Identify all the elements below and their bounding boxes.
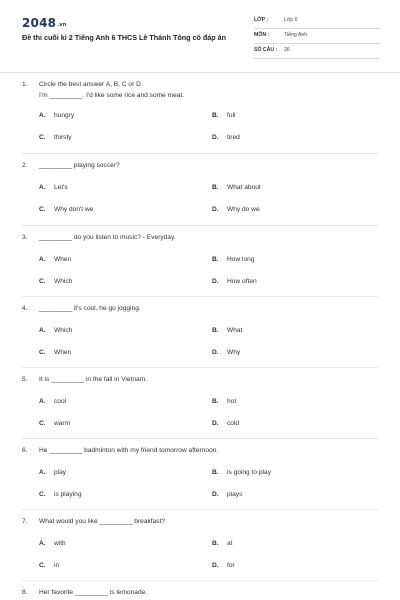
option-text: tired <box>227 134 240 141</box>
question-number: 5. <box>22 376 28 383</box>
answer-option[interactable] <box>212 491 242 498</box>
option-text: When <box>54 256 72 263</box>
option-text: What <box>227 327 243 334</box>
answer-option[interactable] <box>212 398 236 405</box>
option-text: Which <box>54 327 73 334</box>
answer-option[interactable] <box>39 278 72 285</box>
answer-option[interactable] <box>212 562 235 569</box>
option-text: full <box>227 112 236 119</box>
question-divider <box>22 367 378 368</box>
option-text: thirsty <box>54 134 72 141</box>
option-letter: A. <box>39 540 46 547</box>
answer-option[interactable] <box>39 184 68 191</box>
option-letter: D. <box>212 562 219 569</box>
answer-option[interactable] <box>212 469 271 476</box>
question-number: 3. <box>22 234 28 241</box>
answer-option[interactable] <box>39 112 74 119</box>
option-text: for <box>227 562 235 569</box>
option-letter: C. <box>39 134 46 141</box>
meta-key: SỐ CÂU : <box>254 47 278 53</box>
meta-value: Tiếng Anh <box>284 32 308 38</box>
header-divider <box>0 72 400 73</box>
question-text: _________ it's cool, he go jogging. <box>39 305 141 312</box>
option-text: hungry <box>54 112 75 119</box>
answer-option[interactable] <box>39 491 82 498</box>
option-letter: D. <box>212 420 219 427</box>
option-text: at <box>227 540 233 547</box>
meta-key: MÔN : <box>254 32 270 38</box>
question-divider <box>22 580 378 581</box>
question-number: 2. <box>22 162 28 169</box>
option-letter: D. <box>212 206 219 213</box>
answer-option[interactable] <box>39 349 71 356</box>
option-text: Why don't we <box>54 206 94 213</box>
option-text: warm <box>54 420 71 427</box>
question-divider <box>22 509 378 510</box>
option-letter: A. <box>39 256 46 263</box>
meta-value: Lớp 6 <box>284 17 298 23</box>
option-text: Why do we <box>227 206 260 213</box>
option-letter: D. <box>212 134 219 141</box>
question-divider <box>22 153 378 154</box>
answer-option[interactable] <box>212 349 240 356</box>
answer-option[interactable] <box>39 469 66 476</box>
option-text: cool <box>54 398 67 405</box>
option-letter: A. <box>39 469 46 476</box>
option-text: cold <box>227 420 240 427</box>
option-text: What about <box>227 184 261 191</box>
option-text: Why <box>227 349 241 356</box>
question-number: 7. <box>22 518 28 525</box>
option-text: hot <box>227 398 237 405</box>
option-letter: D. <box>212 349 219 356</box>
answer-option[interactable] <box>39 420 70 427</box>
option-letter: A. <box>39 184 46 191</box>
answer-option[interactable] <box>212 420 239 427</box>
answer-option[interactable] <box>212 184 261 191</box>
option-text: play <box>54 469 67 476</box>
question-text: _________ do you listen to music? - Everyday. <box>39 234 176 241</box>
question-divider <box>22 225 378 226</box>
option-text: Which <box>54 278 73 285</box>
question-number: 6. <box>22 447 28 454</box>
option-letter: B. <box>212 398 219 405</box>
answer-option[interactable] <box>212 112 235 119</box>
option-text: in <box>54 562 60 569</box>
option-letter: A. <box>39 112 46 119</box>
answer-option[interactable] <box>39 134 72 141</box>
meta-row-grade <box>254 15 380 29</box>
question-number: 4. <box>22 305 28 312</box>
option-letter: D. <box>212 278 219 285</box>
question-subtext: I'm _________. I'd like some rice and some meat. <box>39 92 185 99</box>
answer-option[interactable] <box>39 206 93 213</box>
option-letter: C. <box>39 491 46 498</box>
question-number: 8. <box>22 589 28 596</box>
answer-option[interactable] <box>39 256 71 263</box>
answer-option[interactable] <box>39 327 72 334</box>
meta-row-subject <box>254 30 380 44</box>
question-divider <box>22 438 378 439</box>
answer-option[interactable] <box>212 327 242 334</box>
option-text: is playing <box>54 491 82 498</box>
option-letter: B. <box>212 184 219 191</box>
option-letter: C. <box>39 278 46 285</box>
question-text: He _________ badminton with my friend tomorrow afternoon. <box>39 447 219 454</box>
option-letter: B. <box>212 112 219 119</box>
document-title: Đề thi cuối kì 2 Tiếng Anh 6 THCS Lê Thánh Tông có đáp án <box>22 33 227 42</box>
option-text: How long <box>227 256 255 263</box>
question-text: Circle the best answer A, B, C or D <box>39 81 141 88</box>
option-text: plays <box>227 491 243 498</box>
option-letter: C. <box>39 349 46 356</box>
option-letter: B. <box>212 256 219 263</box>
question-text: _________ playing soccer? <box>39 162 120 169</box>
option-letter: B. <box>212 540 219 547</box>
option-text: is going to play <box>227 469 271 476</box>
option-letter: C. <box>39 420 46 427</box>
answer-option[interactable] <box>212 540 233 547</box>
answer-option[interactable] <box>212 206 260 213</box>
meta-row-question-count <box>254 45 380 59</box>
logo-suffix: .vn <box>57 22 67 28</box>
question-number: 1. <box>22 81 28 88</box>
meta-key: LỚP : <box>254 17 269 23</box>
option-text: When <box>54 349 72 356</box>
answer-option[interactable] <box>39 398 66 405</box>
question-text: It is _________ in the fall in Vietnam. <box>39 376 148 383</box>
question-divider <box>22 296 378 297</box>
question-text: What would you like _________ breakfast? <box>39 518 166 525</box>
answer-option[interactable] <box>212 256 255 263</box>
meta-value: 26 <box>284 47 290 53</box>
question-text: Her favorite _________ is lemonade. <box>39 589 148 596</box>
answer-option[interactable] <box>39 540 66 547</box>
logo-text: 2048 <box>22 16 57 30</box>
answer-option[interactable] <box>212 278 257 285</box>
option-text: with <box>54 540 66 547</box>
site-logo[interactable] <box>22 16 67 30</box>
option-letter: B. <box>212 327 219 334</box>
option-letter: A. <box>39 327 46 334</box>
option-letter: C. <box>39 206 46 213</box>
option-text: Let's <box>54 184 68 191</box>
answer-option[interactable] <box>212 134 240 141</box>
option-letter: B. <box>212 469 219 476</box>
answer-option[interactable] <box>39 562 59 569</box>
option-letter: C. <box>39 562 46 569</box>
option-letter: A. <box>39 398 46 405</box>
option-text: How often <box>227 278 257 285</box>
page-header <box>0 0 400 72</box>
option-letter: D. <box>212 491 219 498</box>
